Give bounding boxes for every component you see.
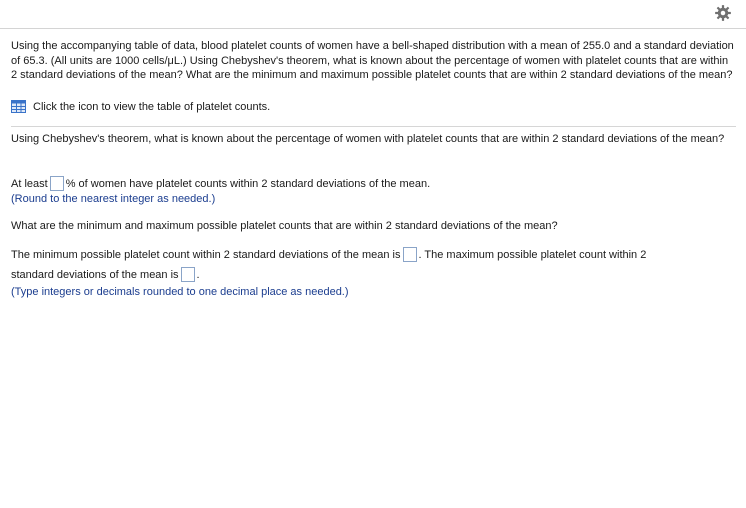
- part2-min-row: [11, 247, 646, 262]
- max-count-input[interactable]: [181, 267, 195, 282]
- view-table-label[interactable]: Click the icon to view the table of platelet counts.: [33, 100, 271, 113]
- min-prefix: The minimum possible platelet count within 2 standard deviations of the mean is: [11, 248, 401, 261]
- part1-question: Using Chebyshev's theorem, what is known about the percentage of women with platelet counts that are within 2 standard deviations of the mean?: [11, 133, 725, 145]
- view-table-link[interactable]: [11, 100, 270, 113]
- part2-question: What are the minimum and maximum possible platelet counts that are within 2 standard deviations of the mean?: [11, 220, 558, 232]
- min-count-input[interactable]: [403, 247, 417, 262]
- part2-max-row: [11, 267, 200, 282]
- part2-hint: (Type integers or decimals rounded to one decimal place as needed.): [11, 286, 349, 298]
- max-prefix: . The maximum possible platelet count within 2: [418, 248, 647, 261]
- percentage-input[interactable]: [50, 176, 64, 191]
- end-period: .: [196, 268, 200, 281]
- table-icon[interactable]: [11, 100, 26, 113]
- top-toolbar: [0, 0, 746, 29]
- part1-hint: (Round to the nearest integer as needed.): [11, 193, 216, 205]
- divider: [11, 126, 736, 127]
- question-intro: Using the accompanying table of data, blood platelet counts of women have a bell-shaped distribution with a mean of 255.0 and a standard deviation of 65.3. (All units are 1000 cells/μL.) Using Chebyshev's theorem, what is known about the percentage of women with platelet counts that are within 2 standard deviations of the mean? What are the minimum and maximum possible platelet counts that are within 2 standard deviations of the mean?: [11, 40, 734, 82]
- part1-answer-row: [11, 176, 430, 191]
- max-prefix-cont: standard deviations of the mean is: [11, 268, 179, 281]
- part1-prefix: At least: [11, 177, 48, 190]
- part1-suffix: % of women have platelet counts within 2 standard deviations of the mean.: [65, 177, 431, 190]
- gear-icon[interactable]: [714, 4, 732, 22]
